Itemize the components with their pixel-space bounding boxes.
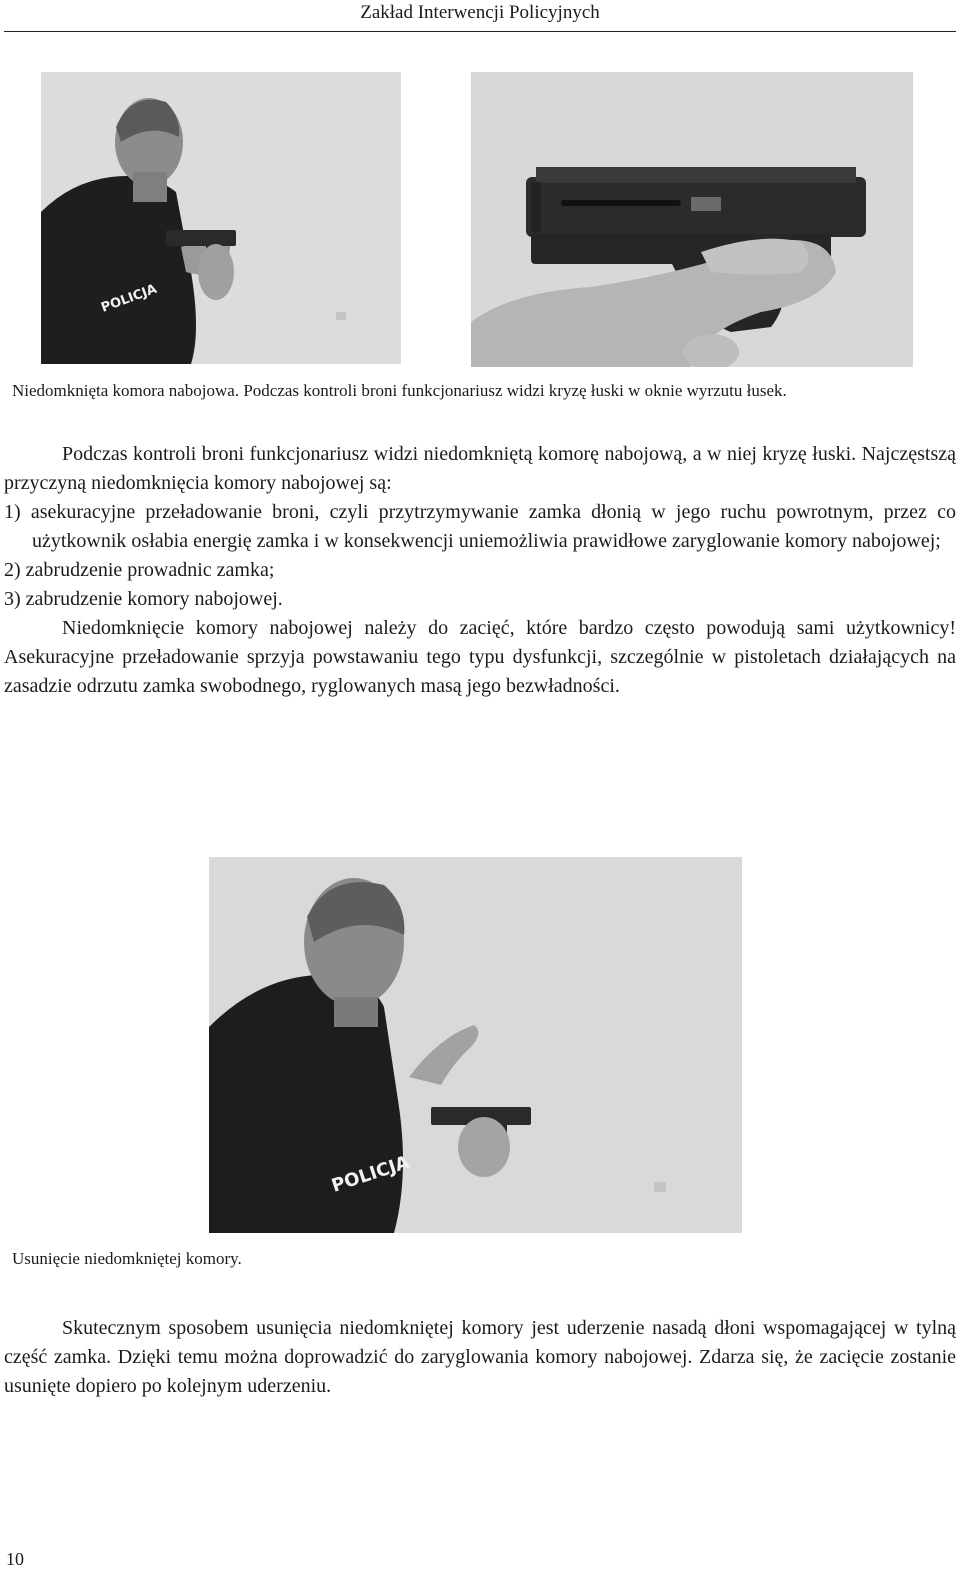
running-header [0,0,960,34]
list-item-2: 2) zabrudzenie prowadnic zamka; [4,559,275,581]
list-item-1: 1) asekuracyjne przeładowanie broni, czyli przytrzymywanie zamka dłonią w jego ruchu powrotnym, przez co użytkownik osłabia energię zamka i w konsekwencji uniemożliwia prawidłowe zaryglowanie komory nabojowej; [4,501,956,552]
list-item-3: 3) zabrudzenie komory nabojowej. [4,588,283,610]
body-section-1 [4,440,956,701]
top-left-badge: POLICJA [99,281,160,316]
photo-clearing-jam [209,857,742,1233]
header-title: Zakład Interwencji Policyjnych [360,2,600,23]
page-number: 10 [6,1549,24,1569]
top-figure-caption: Niedomknięta komora nabojowa. Podczas kontroli broni funkcjonariusz widzi kryzę łuski w oknie wyrzutu łusek. [12,381,787,400]
paragraph-intro: Podczas kontroli broni funkcjonariusz widzi niedomkniętą komorę nabojową, a w niej kryzę łuski. Najczęstszą przyczyną niedomknięcia komory nabojowej są: [4,443,956,494]
paragraph-solution: Skutecznym sposobem usunięcia niedomkniętej komory jest uderzenie nasadą dłoni wspomagającej w tylną część zamka. Dzięki temu można doprowadzić do zaryglowania komory nabojowej. Zdarza się, że zacięcie zostanie usunięte dopiero po kolejnym uderzeniu. [4,1317,956,1397]
photo-pistol-closeup [471,72,913,367]
photo-officer-checking-pistol [41,72,401,364]
bottom-figure-caption: Usunięcie niedomkniętej komory. [12,1249,242,1268]
body-section-2 [4,1314,956,1401]
bottom-badge: POLICJA [329,1151,413,1197]
header-rule [4,31,956,32]
paragraph-jam-causes: Niedomknięcie komory nabojowej należy do zacięć, które bardzo często powodują sami użytkownicy! Asekuracyjne przeładowanie sprzyja powstawaniu tego typu dysfunkcji, szczególnie w pistoletach działających na zasadzie odrzutu zamka swobodnego, ryglowanych masą jego bezwładności. [4,617,956,697]
